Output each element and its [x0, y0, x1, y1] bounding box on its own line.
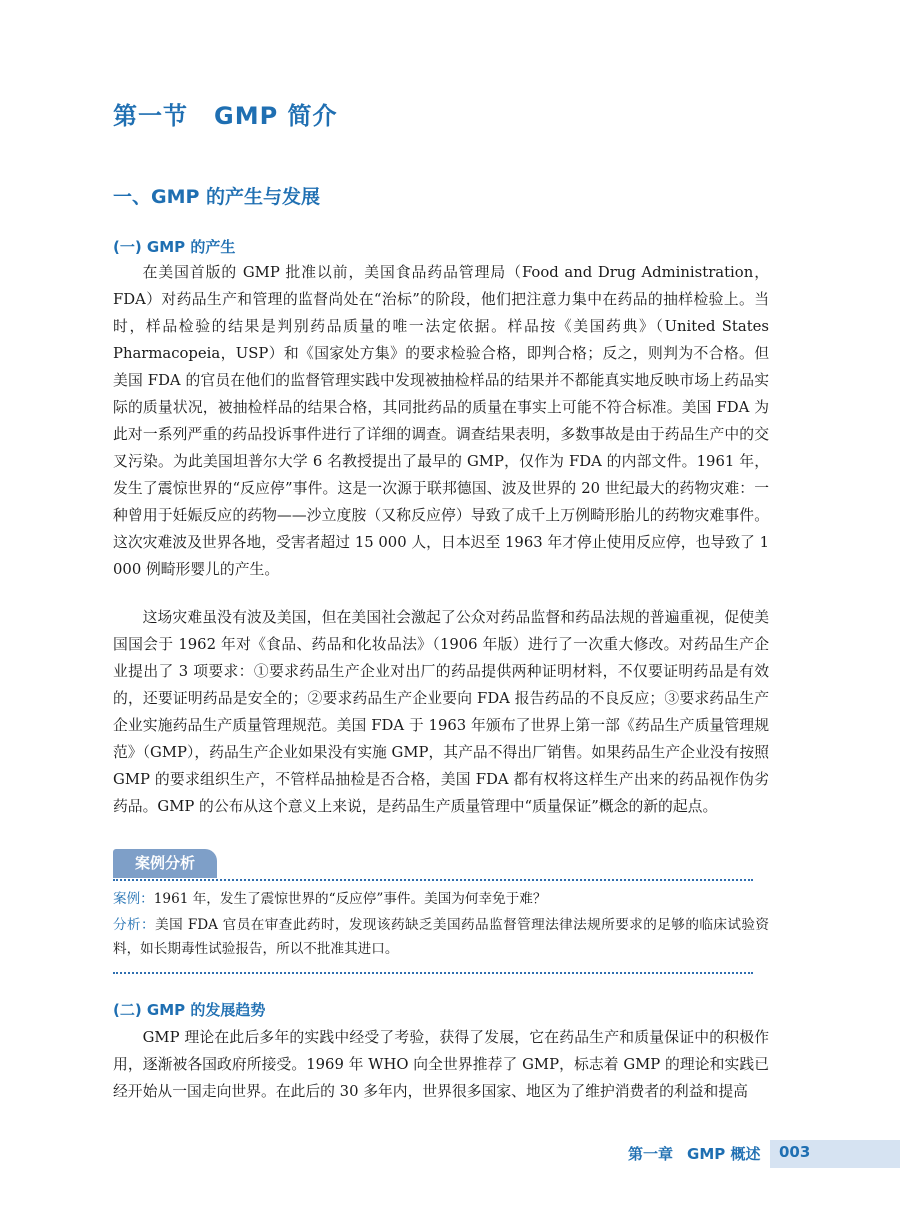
paragraph-origin-1: 在美国首版的 GMP 批准以前，美国食品药品管理局（Food and Drug Administration，FDA）对药品生产和管理的监督尚处在“治标”的阶段，他们把注意力集中在药品的抽样检验上。当时，样品检验的结果是判别药品质量的唯一法定依据。样品按《美国药典》（United States Pharmacopeia，USP）和《国家处方集》的要求检验合格，即判合格；反之，则判为不合格。但美国 FDA 的官员在他们的监督管理实践中发现被抽检样品的结果并不都能真实地反映市场上药品实际的质量状况，被抽检样品的结果合格，其同批药品的质量在事实上可能不符合标准。美国 FDA 为此对一系列严重的药品投诉事件进行了详细的调查。调查结果表明，多数事故是由于药品生产中的交叉污染。为此美国坦普尔大学 6 名教授提出了最早的 GMP，仅作为 FDA 的内部文件。1961 年，发生了震惊世界的“反应停”事件。这是一次源于联邦德国、波及世界的 20 世纪最大的药物灾难：一种曾用于妊娠反应的药物——沙立度胺（又称反应停）导致了成千上万例畸形胎儿的药物灾难事件。这次灾难波及世界各地，受害者超过 15 000 人，日本迟至 1963 年才停止使用反应停，也导致了 1 000 例畸形婴儿的产生。	[113, 264, 769, 578]
footer-chapter: 第一章	[628, 1145, 674, 1163]
running-footer	[628, 1143, 760, 1164]
case-label: 案例：	[113, 891, 154, 907]
case-question	[113, 887, 769, 911]
paragraph-origin-2: 这场灾难虽没有波及美国，但在美国社会激起了公众对药品监督和药品法规的普遍重视，促使美国国会于 1962 年对《食品、药品和化妆品法》（1906 年版）进行了一次重大修改。对药品生产企业提出了 3 项要求：①要求药品生产企业对出厂的药品提供两种证明材料，不仅要证明药品是有效的，还要证明药品是安全的；②要求药品生产企业要向 FDA 报告药品的不良反应；③要求药品生产企业实施药品生产质量管理规范。美国 FDA 于 1963 年颁布了世界上第一部《药品生产质量管理规范》（GMP），药品生产企业如果没有实施 GMP，其产品不得出厂销售。如果药品生产企业没有按照 GMP 的要求组织生产，不管样品抽检是否合格，美国 FDA 都有权将这样生产出来的药品视作伪劣药品。GMP 的公布从这个意义上来说，是药品生产质量管理中“质量保证”概念的新的起点。	[113, 609, 769, 815]
analysis-label: 分析：	[113, 917, 156, 933]
paragraph-trend-1: GMP 理论在此后多年的实践中经受了考验，获得了发展，它在药品生产和质量保证中的积极作用，逐渐被各国政府所接受。1969 年 WHO 向全世界推荐了 GMP，标志着 GMP 的理论和实践已经开始从一国走向世界。在此后的 30 多年内，世界很多国家、地区为了维护消费者的利益和提高	[113, 1029, 769, 1100]
subheading-gmp-trend: (二) GMP 的发展趋势	[113, 1001, 266, 1019]
section-title-text: GMP 简介	[214, 102, 338, 130]
section-number: 第一节	[113, 102, 188, 130]
section-title	[113, 96, 338, 131]
case-bottom-divider	[113, 972, 753, 974]
case-analysis-tab: 案例分析	[113, 849, 217, 878]
case-analysis-text: 美国 FDA 官员在审查此药时，发现该药缺乏美国药品监督管理法律法规所要求的足够的临床试验资料，如长期毒性试验报告，所以不批准其进口。	[113, 917, 769, 957]
case-question-text: 1961 年，发生了震惊世界的“反应停”事件。美国为何幸免于难？	[153, 891, 547, 907]
heading-level-1: 一、GMP 的产生与发展	[113, 186, 321, 208]
footer-chapter-title: GMP 概述	[687, 1145, 761, 1163]
case-top-divider	[113, 879, 753, 881]
case-analysis	[113, 913, 769, 961]
page-number: 003	[779, 1143, 811, 1161]
subheading-gmp-origin: (一) GMP 的产生	[113, 238, 236, 256]
